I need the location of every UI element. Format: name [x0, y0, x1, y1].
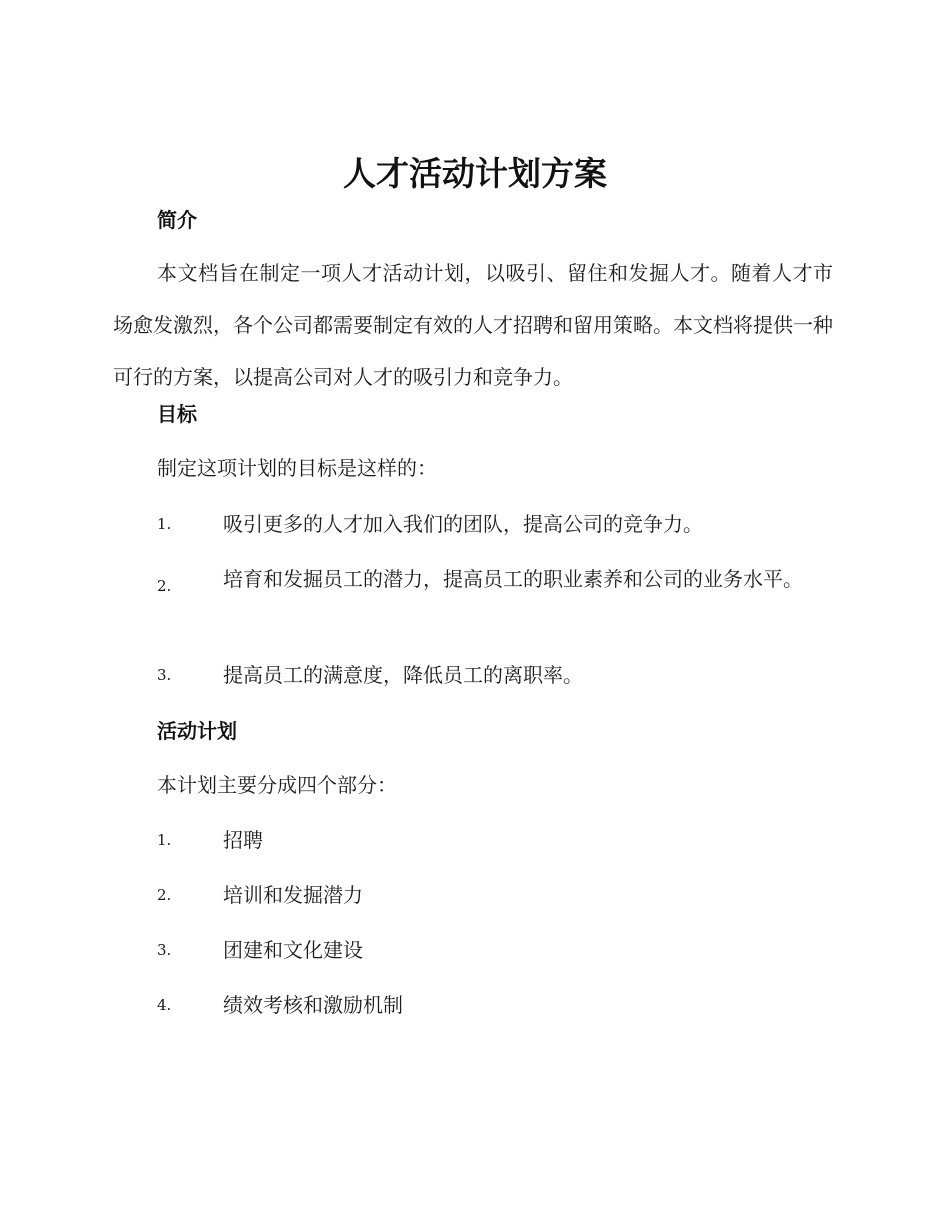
list-item-text: 团建和文化建设	[223, 938, 363, 962]
list-item-number: 3.	[157, 666, 172, 684]
list-item-text: 培训和发掘潜力	[223, 883, 363, 907]
plan-lead-text: 本计划主要分成四个部分：	[157, 773, 397, 797]
section-heading-plan: 活动计划	[157, 719, 237, 743]
plan-list-item	[113, 935, 833, 965]
list-item-text: 培育和发掘员工的潜力，提高员工的职业素养和公司的业务水平。	[223, 567, 803, 591]
goals-list-item	[113, 557, 833, 602]
section-heading-goals: 目标	[157, 402, 197, 426]
list-item-number: 1.	[157, 831, 172, 849]
section-heading-intro: 简介	[157, 208, 197, 232]
list-item-text: 绩效考核和激励机制	[223, 993, 403, 1017]
list-item-number: 2.	[157, 577, 172, 595]
goals-list-item	[113, 509, 833, 539]
list-item-number: 1.	[157, 515, 172, 533]
list-item-number: 2.	[157, 886, 172, 904]
document-title: 人才活动计划方案	[343, 154, 607, 193]
goals-list-item	[113, 660, 833, 690]
list-item-number: 4.	[157, 996, 172, 1014]
intro-paragraph: 本文档旨在制定一项人才活动计划，以吸引、留住和发掘人才。随着人才市场愈发激烈，各个公司都需要制定有效的人才招聘和留用策略。本文档将提供一种可行的方案，以提高公司对人才的吸引力和竞争力。	[113, 261, 833, 389]
plan-list-item	[113, 825, 833, 855]
goals-lead-text: 制定这项计划的目标是这样的：	[157, 456, 437, 480]
plan-list-item	[113, 990, 833, 1020]
list-item-text: 提高员工的满意度，降低员工的离职率。	[223, 663, 583, 687]
plan-list-item	[113, 880, 833, 910]
list-item-text: 招聘	[223, 828, 263, 852]
list-item-number: 3.	[157, 941, 172, 959]
list-item-text: 吸引更多的人才加入我们的团队，提高公司的竞争力。	[223, 512, 703, 536]
